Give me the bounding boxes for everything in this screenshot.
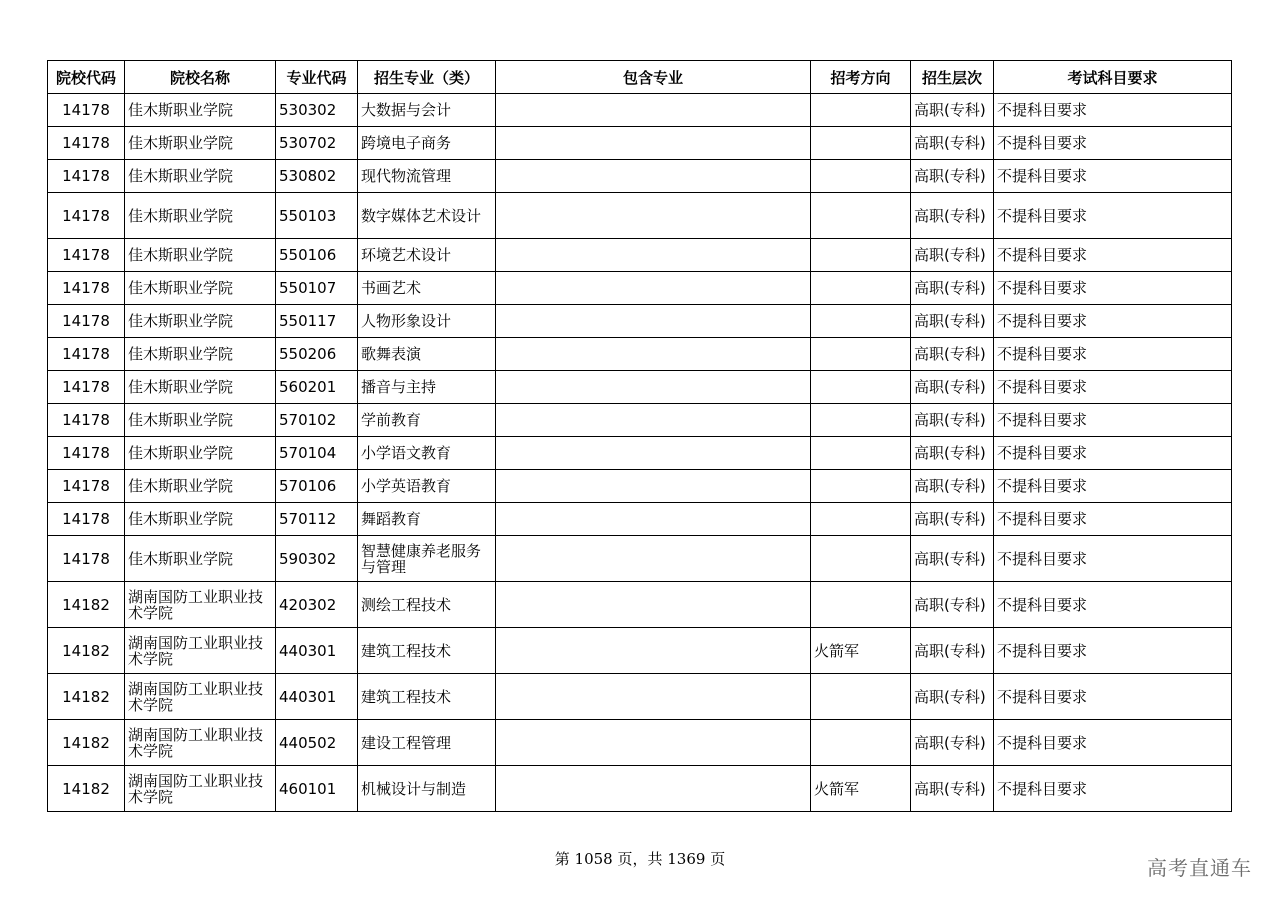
cell-direction — [811, 127, 911, 160]
header-direction: 招考方向 — [811, 61, 911, 94]
table-row — [48, 470, 1232, 503]
cell-school-code: 14178 — [48, 536, 125, 582]
header-school-code: 院校代码 — [48, 61, 125, 94]
table-row — [48, 305, 1232, 338]
table-row — [48, 536, 1232, 582]
cell-direction — [811, 536, 911, 582]
cell-level: 高职(专科) — [911, 536, 994, 582]
cell-includes — [496, 503, 811, 536]
cell-major-code: 550106 — [276, 239, 358, 272]
cell-major: 大数据与会计 — [358, 94, 496, 127]
cell-school-name: 佳木斯职业学院 — [125, 437, 276, 470]
cell-includes — [496, 305, 811, 338]
cell-school-code: 14178 — [48, 338, 125, 371]
cell-includes — [496, 470, 811, 503]
cell-school-code: 14178 — [48, 305, 125, 338]
cell-major: 环境艺术设计 — [358, 239, 496, 272]
cell-level: 高职(专科) — [911, 371, 994, 404]
cell-direction — [811, 239, 911, 272]
cell-major-code: 570112 — [276, 503, 358, 536]
cell-requirement: 不提科目要求 — [994, 338, 1232, 371]
cell-school-name: 佳木斯职业学院 — [125, 536, 276, 582]
cell-major: 机械设计与制造 — [358, 766, 496, 812]
cell-major: 智慧健康养老服务与管理 — [358, 536, 496, 582]
cell-school-name: 佳木斯职业学院 — [125, 503, 276, 536]
cell-school-code: 14178 — [48, 371, 125, 404]
cell-major: 歌舞表演 — [358, 338, 496, 371]
cell-requirement: 不提科目要求 — [994, 193, 1232, 239]
cell-requirement: 不提科目要求 — [994, 536, 1232, 582]
cell-direction: 火箭军 — [811, 766, 911, 812]
cell-major: 舞蹈教育 — [358, 503, 496, 536]
cell-requirement: 不提科目要求 — [994, 674, 1232, 720]
cell-direction: 火箭军 — [811, 628, 911, 674]
cell-direction — [811, 160, 911, 193]
cell-school-code: 14182 — [48, 674, 125, 720]
cell-direction — [811, 437, 911, 470]
cell-level: 高职(专科) — [911, 338, 994, 371]
cell-major-code: 550103 — [276, 193, 358, 239]
cell-major-code: 560201 — [276, 371, 358, 404]
cell-direction — [811, 371, 911, 404]
cell-major: 小学语文教育 — [358, 437, 496, 470]
cell-includes — [496, 766, 811, 812]
cell-major-code: 550206 — [276, 338, 358, 371]
cell-school-name: 佳木斯职业学院 — [125, 160, 276, 193]
cell-school-code: 14178 — [48, 193, 125, 239]
table-row — [48, 766, 1232, 812]
cell-requirement: 不提科目要求 — [994, 766, 1232, 812]
table-row — [48, 582, 1232, 628]
header-row — [48, 61, 1232, 94]
cell-level: 高职(专科) — [911, 305, 994, 338]
cell-school-code: 14182 — [48, 766, 125, 812]
cell-school-code: 14182 — [48, 628, 125, 674]
cell-school-code: 14178 — [48, 239, 125, 272]
cell-school-name: 湖南国防工业职业技术学院 — [125, 582, 276, 628]
table-row — [48, 628, 1232, 674]
admissions-table — [47, 60, 1232, 812]
cell-school-code: 14178 — [48, 160, 125, 193]
cell-includes — [496, 127, 811, 160]
cell-school-name: 佳木斯职业学院 — [125, 470, 276, 503]
table-row — [48, 371, 1232, 404]
table-row — [48, 94, 1232, 127]
cell-school-name: 湖南国防工业职业技术学院 — [125, 674, 276, 720]
cell-includes — [496, 338, 811, 371]
table-row — [48, 338, 1232, 371]
cell-requirement: 不提科目要求 — [994, 94, 1232, 127]
cell-major: 跨境电子商务 — [358, 127, 496, 160]
cell-requirement: 不提科目要求 — [994, 628, 1232, 674]
cell-direction — [811, 674, 911, 720]
cell-major-code: 530302 — [276, 94, 358, 127]
cell-major: 人物形象设计 — [358, 305, 496, 338]
cell-major: 测绘工程技术 — [358, 582, 496, 628]
table-row — [48, 272, 1232, 305]
cell-direction — [811, 582, 911, 628]
table-body — [48, 94, 1232, 812]
cell-school-name: 佳木斯职业学院 — [125, 127, 276, 160]
header-level: 招生层次 — [911, 61, 994, 94]
table-row — [48, 127, 1232, 160]
cell-school-name: 佳木斯职业学院 — [125, 94, 276, 127]
cell-requirement: 不提科目要求 — [994, 160, 1232, 193]
cell-major-code: 550117 — [276, 305, 358, 338]
cell-school-code: 14182 — [48, 582, 125, 628]
cell-includes — [496, 582, 811, 628]
cell-major-code: 530802 — [276, 160, 358, 193]
cell-level: 高职(专科) — [911, 628, 994, 674]
cell-requirement: 不提科目要求 — [994, 582, 1232, 628]
cell-includes — [496, 404, 811, 437]
cell-level: 高职(专科) — [911, 160, 994, 193]
cell-school-code: 14182 — [48, 720, 125, 766]
cell-requirement: 不提科目要求 — [994, 470, 1232, 503]
cell-direction — [811, 193, 911, 239]
cell-requirement: 不提科目要求 — [994, 239, 1232, 272]
watermark-text: 高考直通车 — [1147, 856, 1252, 880]
cell-major-code: 440301 — [276, 628, 358, 674]
table-row — [48, 503, 1232, 536]
cell-level: 高职(专科) — [911, 94, 994, 127]
cell-level: 高职(专科) — [911, 470, 994, 503]
cell-level: 高职(专科) — [911, 720, 994, 766]
cell-includes — [496, 371, 811, 404]
cell-includes — [496, 674, 811, 720]
cell-school-code: 14178 — [48, 404, 125, 437]
cell-level: 高职(专科) — [911, 503, 994, 536]
cell-major-code: 420302 — [276, 582, 358, 628]
cell-level: 高职(专科) — [911, 766, 994, 812]
cell-school-name: 湖南国防工业职业技术学院 — [125, 766, 276, 812]
cell-includes — [496, 437, 811, 470]
cell-requirement: 不提科目要求 — [994, 437, 1232, 470]
cell-school-code: 14178 — [48, 272, 125, 305]
cell-major: 数字媒体艺术设计 — [358, 193, 496, 239]
cell-school-name: 佳木斯职业学院 — [125, 272, 276, 305]
cell-major: 书画艺术 — [358, 272, 496, 305]
cell-major-code: 440502 — [276, 720, 358, 766]
cell-level: 高职(专科) — [911, 404, 994, 437]
cell-direction — [811, 720, 911, 766]
table-row — [48, 193, 1232, 239]
cell-direction — [811, 272, 911, 305]
cell-major-code: 570106 — [276, 470, 358, 503]
cell-includes — [496, 239, 811, 272]
cell-major: 建筑工程技术 — [358, 628, 496, 674]
cell-major: 建筑工程技术 — [358, 674, 496, 720]
cell-requirement: 不提科目要求 — [994, 503, 1232, 536]
cell-major-code: 590302 — [276, 536, 358, 582]
cell-school-name: 佳木斯职业学院 — [125, 305, 276, 338]
cell-major-code: 570104 — [276, 437, 358, 470]
cell-school-code: 14178 — [48, 503, 125, 536]
cell-level: 高职(专科) — [911, 674, 994, 720]
cell-school-code: 14178 — [48, 437, 125, 470]
cell-includes — [496, 720, 811, 766]
cell-requirement: 不提科目要求 — [994, 272, 1232, 305]
cell-school-name: 湖南国防工业职业技术学院 — [125, 628, 276, 674]
cell-level: 高职(专科) — [911, 127, 994, 160]
cell-major: 播音与主持 — [358, 371, 496, 404]
cell-level: 高职(专科) — [911, 239, 994, 272]
cell-requirement: 不提科目要求 — [994, 404, 1232, 437]
cell-major-code: 570102 — [276, 404, 358, 437]
cell-level: 高职(专科) — [911, 193, 994, 239]
cell-major: 建设工程管理 — [358, 720, 496, 766]
table-row — [48, 239, 1232, 272]
table-row — [48, 437, 1232, 470]
cell-level: 高职(专科) — [911, 437, 994, 470]
cell-school-name: 佳木斯职业学院 — [125, 338, 276, 371]
cell-includes — [496, 536, 811, 582]
table-row — [48, 720, 1232, 766]
header-includes: 包含专业 — [496, 61, 811, 94]
cell-requirement: 不提科目要求 — [994, 720, 1232, 766]
cell-requirement: 不提科目要求 — [994, 127, 1232, 160]
cell-major: 小学英语教育 — [358, 470, 496, 503]
header-major: 招生专业（类） — [358, 61, 496, 94]
cell-direction — [811, 305, 911, 338]
cell-school-name: 湖南国防工业职业技术学院 — [125, 720, 276, 766]
header-major-code: 专业代码 — [276, 61, 358, 94]
cell-direction — [811, 338, 911, 371]
cell-school-code: 14178 — [48, 127, 125, 160]
cell-includes — [496, 160, 811, 193]
table-row — [48, 160, 1232, 193]
page-number: 第 1058 页，共 1369 页 — [554, 850, 726, 868]
cell-requirement: 不提科目要求 — [994, 305, 1232, 338]
cell-includes — [496, 94, 811, 127]
cell-major-code: 530702 — [276, 127, 358, 160]
cell-level: 高职(专科) — [911, 272, 994, 305]
cell-major-code: 460101 — [276, 766, 358, 812]
cell-major: 现代物流管理 — [358, 160, 496, 193]
cell-school-name: 佳木斯职业学院 — [125, 404, 276, 437]
cell-major-code: 440301 — [276, 674, 358, 720]
cell-level: 高职(专科) — [911, 582, 994, 628]
cell-includes — [496, 628, 811, 674]
cell-school-code: 14178 — [48, 470, 125, 503]
cell-direction — [811, 503, 911, 536]
cell-includes — [496, 272, 811, 305]
cell-direction — [811, 404, 911, 437]
cell-direction — [811, 94, 911, 127]
cell-includes — [496, 193, 811, 239]
table-row — [48, 674, 1232, 720]
cell-requirement: 不提科目要求 — [994, 371, 1232, 404]
cell-major-code: 550107 — [276, 272, 358, 305]
cell-school-name: 佳木斯职业学院 — [125, 193, 276, 239]
header-school-name: 院校名称 — [125, 61, 276, 94]
cell-major: 学前教育 — [358, 404, 496, 437]
header-requirement: 考试科目要求 — [994, 61, 1232, 94]
cell-school-code: 14178 — [48, 94, 125, 127]
table-row — [48, 404, 1232, 437]
cell-direction — [811, 470, 911, 503]
cell-school-name: 佳木斯职业学院 — [125, 239, 276, 272]
cell-school-name: 佳木斯职业学院 — [125, 371, 276, 404]
